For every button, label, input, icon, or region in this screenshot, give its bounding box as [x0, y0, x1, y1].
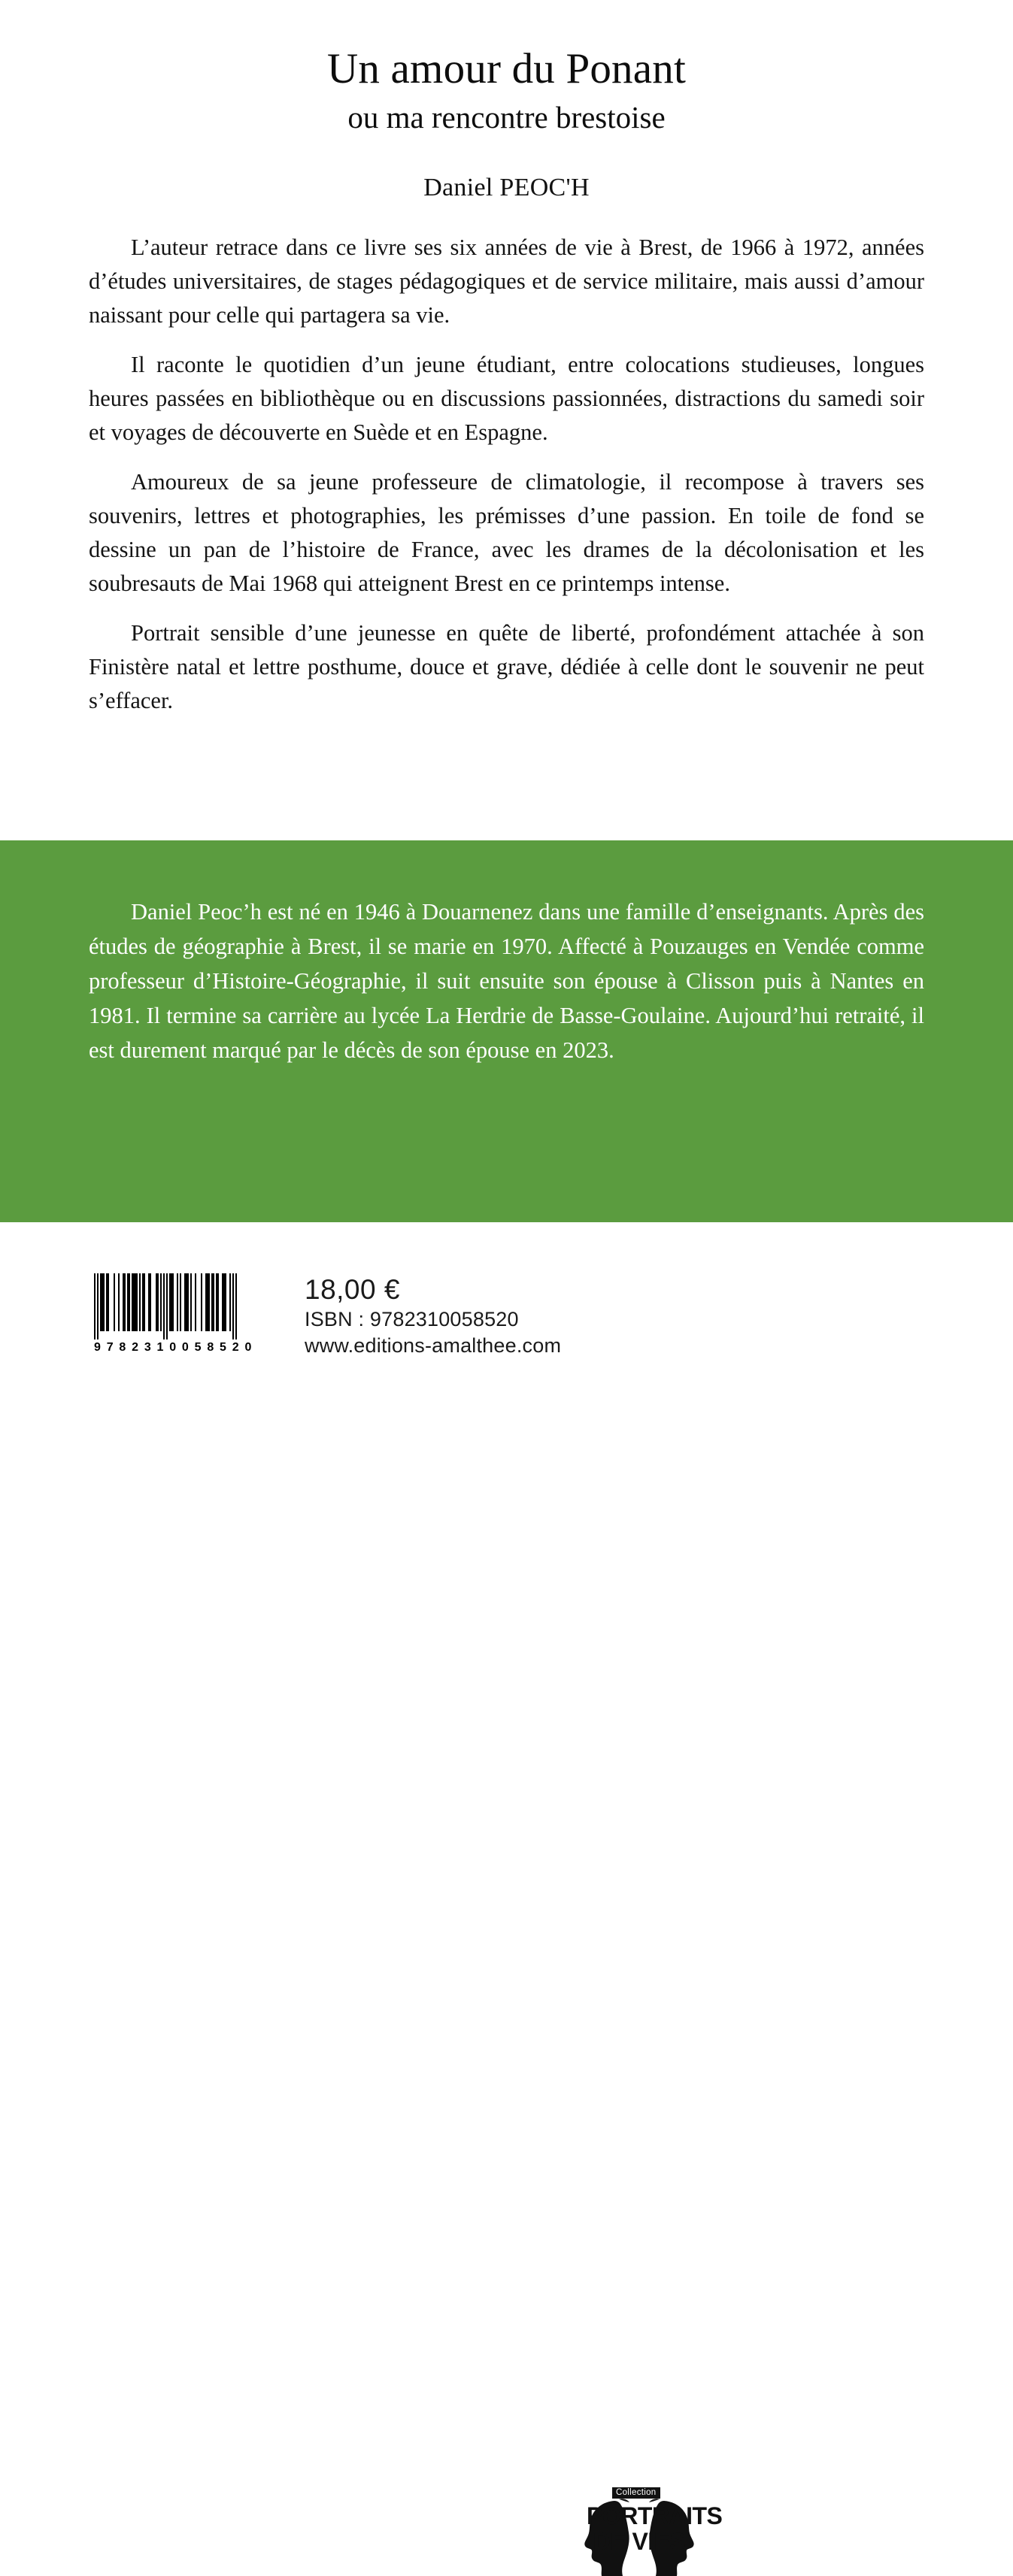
barcode-digit: 7: [106, 1341, 114, 1354]
collection-name-line1: PORTRAITS: [587, 2502, 723, 2529]
barcode-digit: 8: [119, 1341, 126, 1354]
author-name: Daniel PEOC'H: [423, 173, 590, 201]
barcode: [94, 1273, 252, 1355]
barcode-digit: 2: [232, 1341, 240, 1354]
blurb-paragraph: Il raconte le quotidien d’un jeune étudiant, entre colocations studieuses, longues heures passées en bibliothèque ou en discussions passionnées, distractions du samedi soir et voyages de découverte en Suède et en Espagne.: [89, 351, 924, 445]
barcode-digit: 8: [207, 1341, 214, 1354]
isbn: ISBN : 9782310058520: [305, 1308, 519, 1330]
barcode-digit: 1: [156, 1341, 164, 1354]
collection-name-line2: DE VIES: [593, 2528, 686, 2555]
page-title: Un amour du Ponant: [327, 45, 686, 92]
collection-kicker: Collection: [612, 2487, 660, 2499]
collection-logo: [587, 2487, 723, 2576]
barcode-digit: 5: [194, 1341, 202, 1354]
blurb-paragraph: Portrait sensible d’une jeunesse en quête de liberté, profondément attachée à son Finistère natal et lettre posthume, douce et grave, dédiée à celle dont le souvenir ne peut s’effacer.: [89, 619, 924, 713]
price: 18,00 €: [305, 1274, 400, 1305]
barcode-digit: 5: [220, 1341, 227, 1354]
barcode-digit: 3: [144, 1341, 152, 1354]
publisher-website[interactable]: www.editions-amalthee.com: [305, 1334, 562, 1357]
blurb-paragraph: L’auteur retrace dans ce livre ses six années de vie à Brest, de 1966 à 1972, années d’études universitaires, de stages pédagogiques et de service militaire, mais aussi d’amour naissant pour celle qui partagera sa vie.: [89, 234, 924, 328]
barcode-digits: [94, 1341, 252, 1355]
page-subtitle: ou ma rencontre brestoise: [347, 99, 666, 135]
barcode-bars: [94, 1273, 252, 1339]
publication-meta: [305, 1273, 561, 1359]
author-biography-section: [0, 840, 1013, 1222]
barcode-digit: 9: [94, 1341, 102, 1354]
barcode-digit: 0: [181, 1341, 190, 1354]
blurb-section: [0, 0, 1013, 840]
author-biography-text: Daniel Peoc’h est né en 1946 à Douarnenez dans une famille d’enseignants. Après des études de géographie à Brest, il se marie en 1970. Affecté à Pouzauges en Vendée comme professeur d’Histoire-Géographie, il suit ensuite son épouse à Clisson puis à Nantes en 1981. Il termine sa carrière au lycée La Herdrie de Basse-Goulaine. Aujourd’hui retraité, il est durement marqué par le décès de son épouse en 2023.: [89, 899, 924, 1063]
footer: [0, 1222, 1013, 2555]
blurb-paragraph: Amoureux de sa jeune professeure de climatologie, il recompose à travers ses souvenirs, lettres et photographies, les prémisses d’une passion. En toile de fond se dessine un pan de l’histoire de France, avec les drames de la décolonisation et les soubresauts de Mai 1968 qui atteignent Brest en ce printemps intense.: [89, 468, 924, 596]
blurb-paragraphs: [89, 202, 924, 718]
barcode-digit: 2: [132, 1341, 139, 1354]
barcode-digit: 0: [244, 1341, 252, 1354]
barcode-digit: 0: [169, 1341, 177, 1354]
